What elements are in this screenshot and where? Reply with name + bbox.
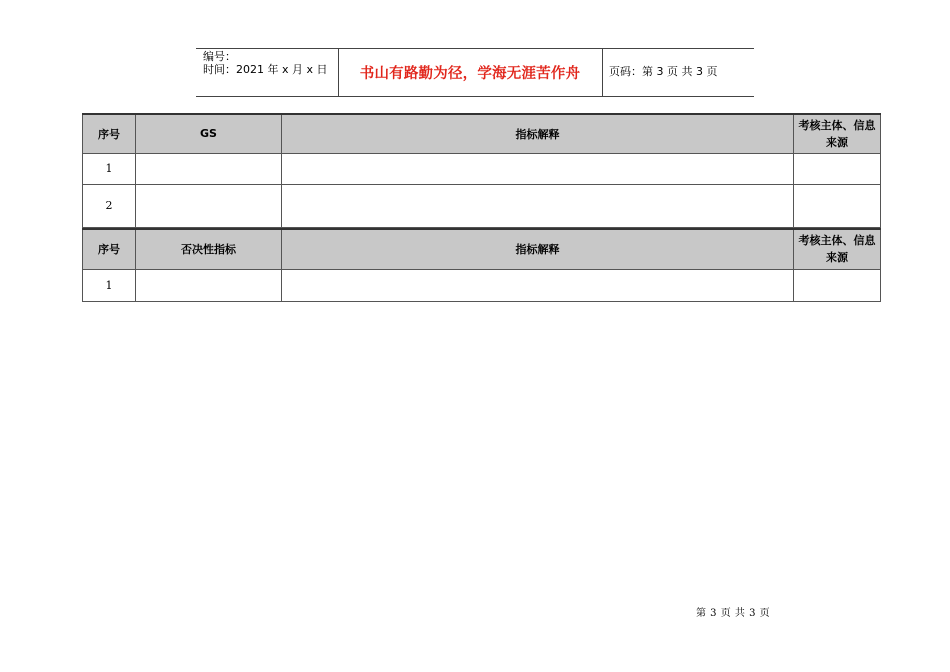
row-name-cell [136,269,282,301]
row-explain-cell [282,153,794,184]
header-cell-name: 否决性指标 [136,229,282,269]
header-cell-explain: 指标解释 [282,229,794,269]
header-page-code: 页码：第 3 页 共 3 页 [609,65,718,78]
table-header-row [83,229,881,269]
header-cell-source: 考核主体、信息来源 [794,114,881,153]
row-explain-cell [282,269,794,301]
veto-indicator-table [82,228,881,302]
page-footer: 第 3 页 共 3 页 [696,608,771,619]
header-cell-name: GS [136,114,282,153]
row-source-cell [794,184,881,227]
row-number: 1 [83,269,136,301]
gs-indicator-table [82,113,881,228]
row-explain-cell [282,184,794,227]
table-row [83,269,881,301]
header-divider [602,48,603,96]
header-cell-explain: 指标解释 [282,114,794,153]
doc-number-label: 编号： [203,50,236,63]
header-cell-source: 考核主体、信息来源 [794,229,881,269]
row-source-cell [794,153,881,184]
header-cell-no: 序号 [83,114,136,153]
row-name-cell [136,184,282,227]
header-motto: 书山有路勤为径，学海无涯苦作舟 [359,65,581,82]
header-cell-no: 序号 [83,229,136,269]
row-name-cell [136,153,282,184]
table-header-row [83,114,881,153]
row-source-cell [794,269,881,301]
table-row [83,153,881,184]
header-bottom-rule [196,96,754,97]
doc-date-label: 时间：2021 年 x 月 x 日 [203,63,328,76]
table-row [83,184,881,227]
row-number: 1 [83,153,136,184]
row-number: 2 [83,184,136,227]
